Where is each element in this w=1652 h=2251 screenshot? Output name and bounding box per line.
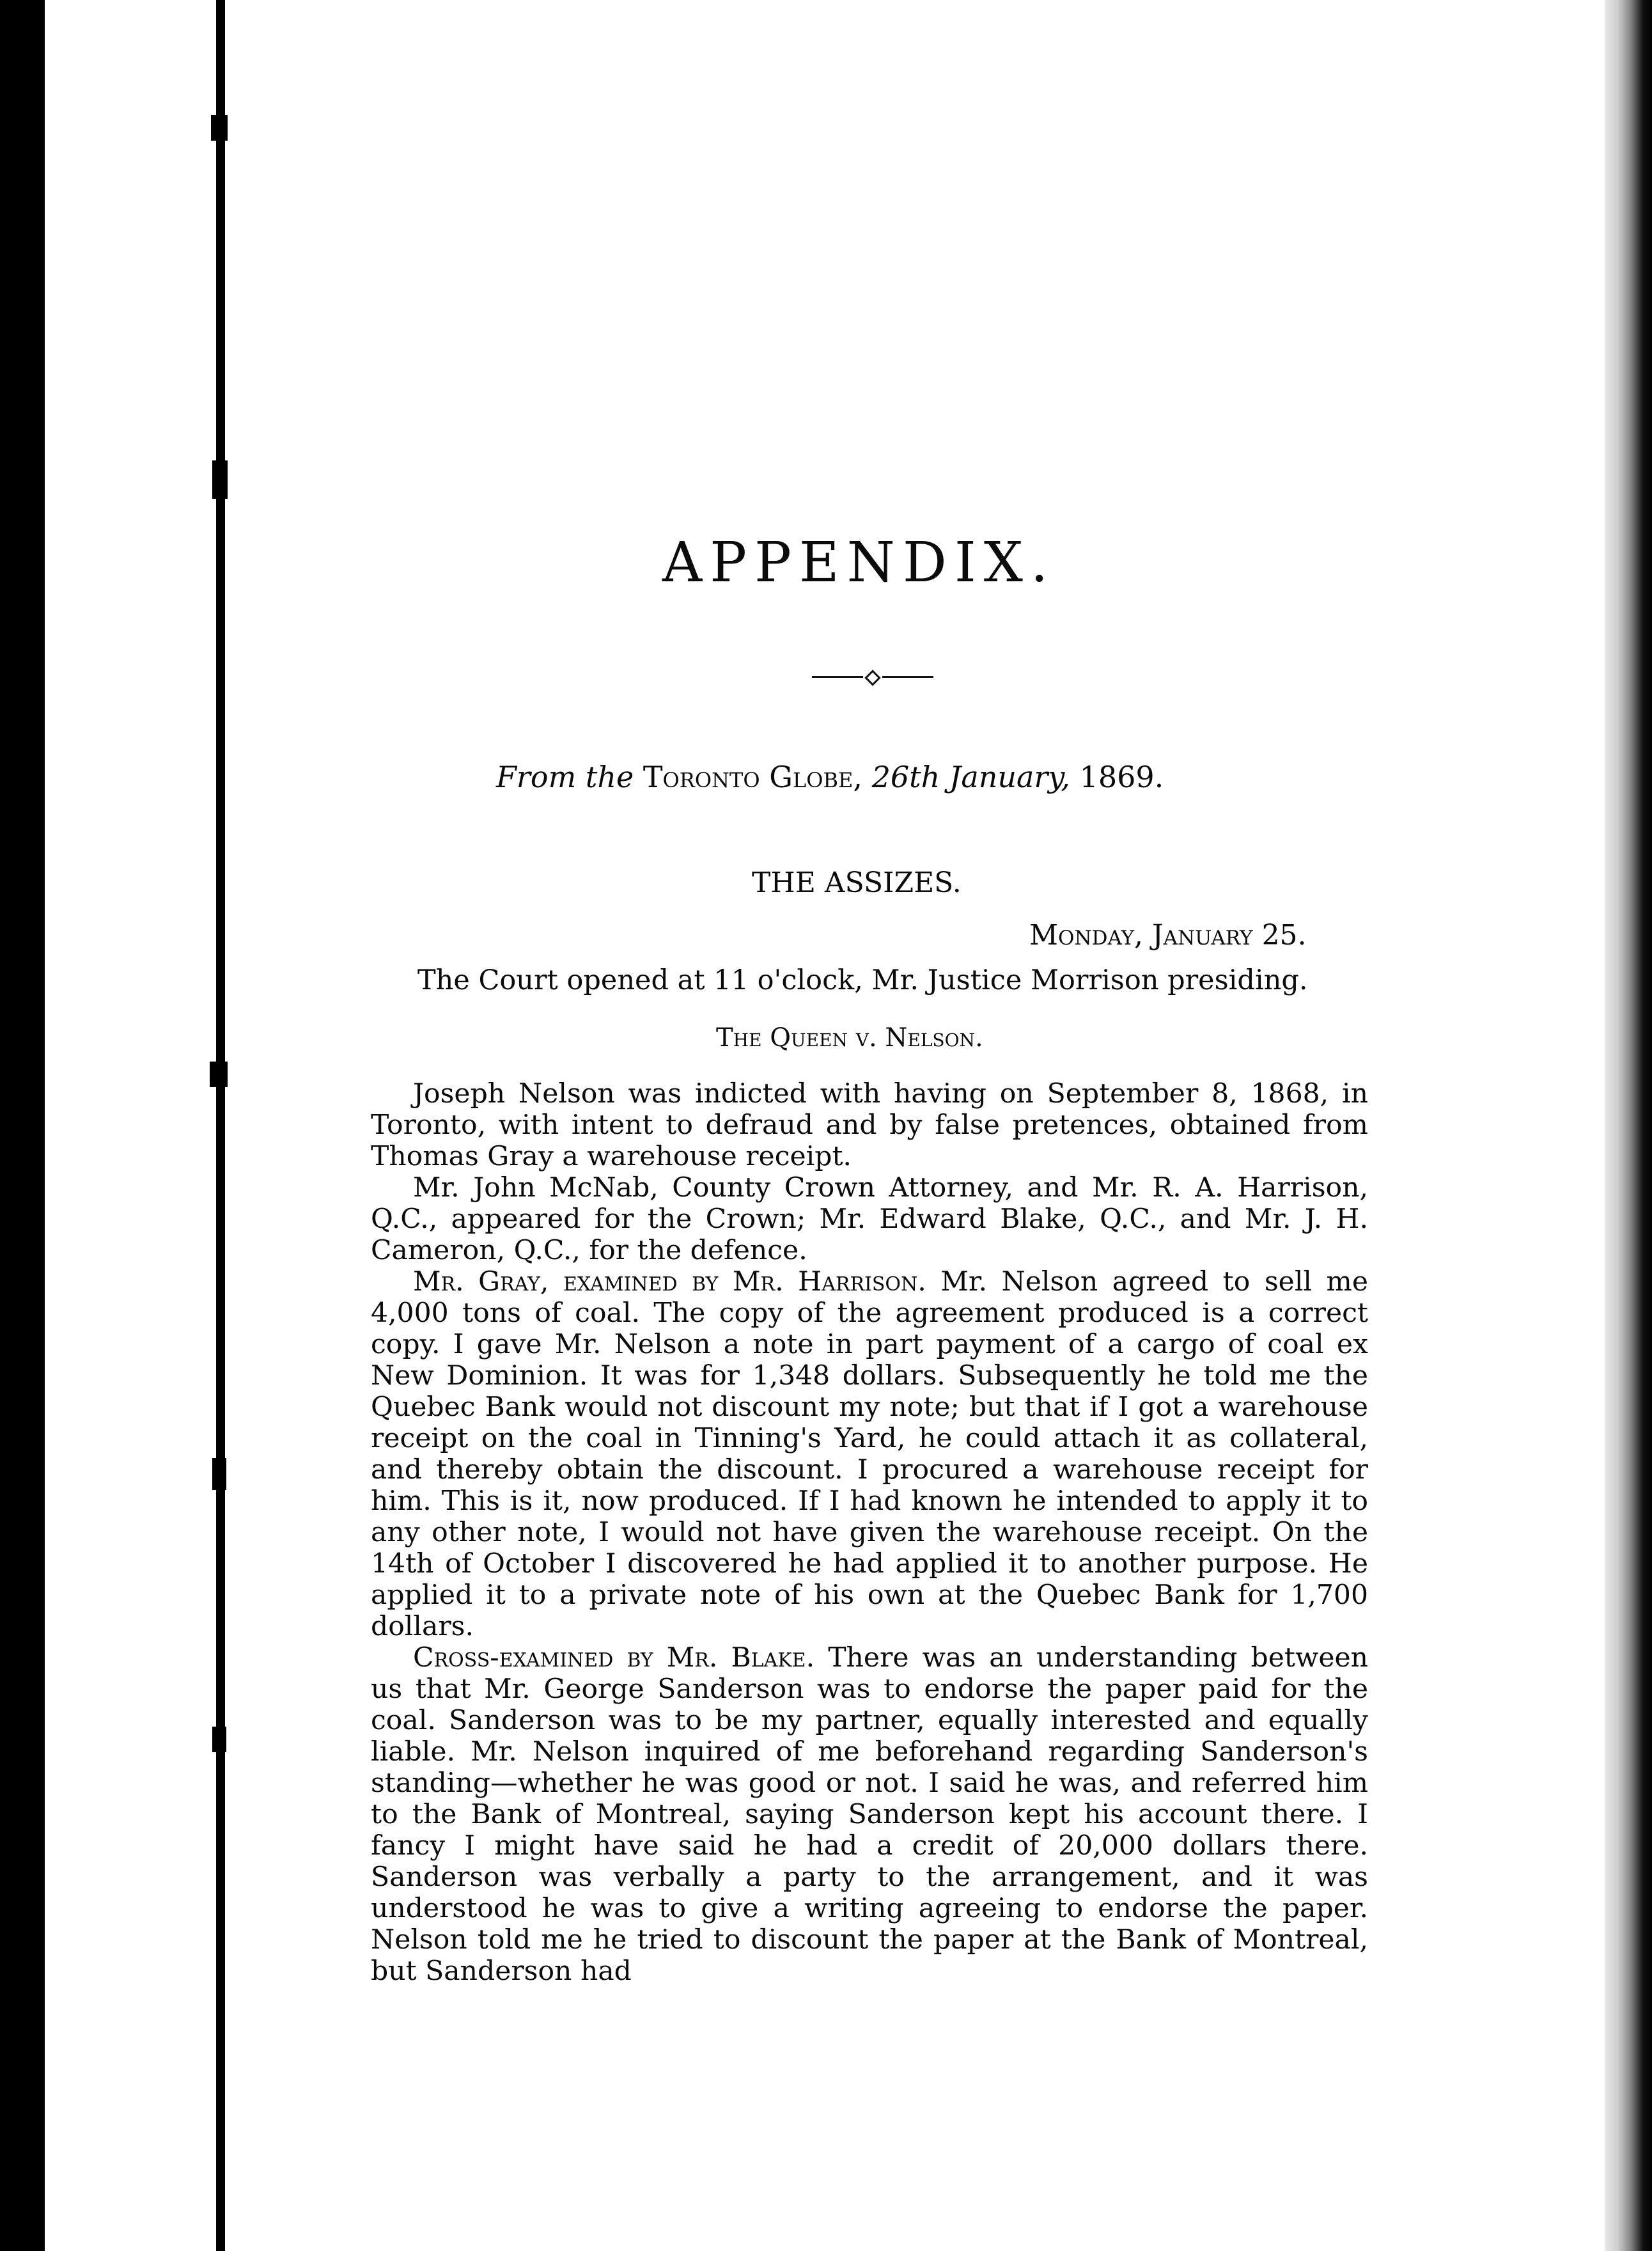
assizes-heading: THE ASSIZES. bbox=[752, 867, 962, 899]
title-ornament bbox=[812, 673, 933, 680]
scan-margin-mark bbox=[211, 115, 228, 141]
cross-examination-text: There was an understanding between us that Mr. George Sanderson was to endorse the paper paid for the coal. Sanderson was to be my partner, equally interested and equally liable. Mr. Nelson inquired of me beforehand regarding Sanderson's standing—whether he was good or not. I said he was, and referred him to the Bank of Montreal, saying Sanderson kept his account there. I fancy I might have said he had a credit of 20,000 dollars there. Sanderson was verbally a party to the arrangement, and it was understood he was to give a writing agreeing to endorse the paper. Nelson told me he tried to discount the paper at the Bank of Montreal, but Sanderson had bbox=[371, 1642, 1368, 1987]
paragraph-indictment: Joseph Nelson was indicted with having on September 8, 1868, in Toronto, with intent to defraud and by false pretences, obtained from Thomas Gray a warehouse receipt. bbox=[371, 1078, 1368, 1172]
body-text bbox=[371, 1078, 1368, 1987]
court-opened-line: The Court opened at 11 o'clock, Mr. Justice Morrison presiding. bbox=[417, 964, 1308, 996]
scan-margin-mark bbox=[212, 460, 228, 499]
source-year: 1869. bbox=[1079, 760, 1164, 794]
source-date: 26th January, bbox=[871, 760, 1070, 794]
scan-left-margin bbox=[216, 0, 225, 2251]
appendix-title: APPENDIX. bbox=[662, 531, 1056, 595]
source-paper: Toronto Globe, bbox=[643, 760, 862, 794]
scan-margin-mark bbox=[210, 1062, 228, 1087]
paragraph-counsel: Mr. John McNab, County Crown Attorney, and Mr. R. A. Harrison, Q.C., appeared for the Crown; Mr. Edward Blake, Q.C., and Mr. J. H. Cameron, Q.C., for the defence. bbox=[371, 1172, 1368, 1266]
case-title: The Queen v. Nelson. bbox=[716, 1023, 983, 1053]
scan-margin-mark bbox=[212, 1458, 226, 1490]
ornament-rule-right bbox=[882, 676, 933, 678]
scan-margin-mark bbox=[212, 1727, 226, 1752]
scan-binding-edge bbox=[1605, 0, 1652, 2251]
paragraph-gray-examination bbox=[371, 1266, 1368, 1642]
assizes-date: Monday, January 25. bbox=[1029, 919, 1307, 952]
examination-text: Mr. Nelson agreed to sell me 4,000 tons of coal. The copy of the agreement produced is a correct copy. I gave Mr. Nelson a note in part payment of a cargo of coal ex New Dominion. It was for 1,348 dollars. Subsequently he told me the Quebec Bank would not discount my note; but that if I got a warehouse receipt on the coal in Tinning's Yard, he could attach it as collateral, and thereby obtain the discount. I procured a warehouse receipt for him. This is it, now produced. If I had known he intended to apply it to any other note, I would not have given the warehouse receipt. On the 14th of October I discovered he had applied it to another purpose. He applied it to a private note of his own at the Quebec Bank for 1,700 dollars. bbox=[371, 1266, 1368, 1642]
cross-examination-lead: Cross-examined by Mr. Blake. bbox=[413, 1642, 815, 1674]
ornament-rule-left bbox=[812, 676, 863, 678]
source-line bbox=[496, 760, 1164, 794]
paragraph-cross-examination bbox=[371, 1642, 1368, 1987]
source-from: From the bbox=[496, 760, 634, 794]
examination-lead: Mr. Gray, examined by Mr. Harrison. bbox=[413, 1266, 926, 1298]
